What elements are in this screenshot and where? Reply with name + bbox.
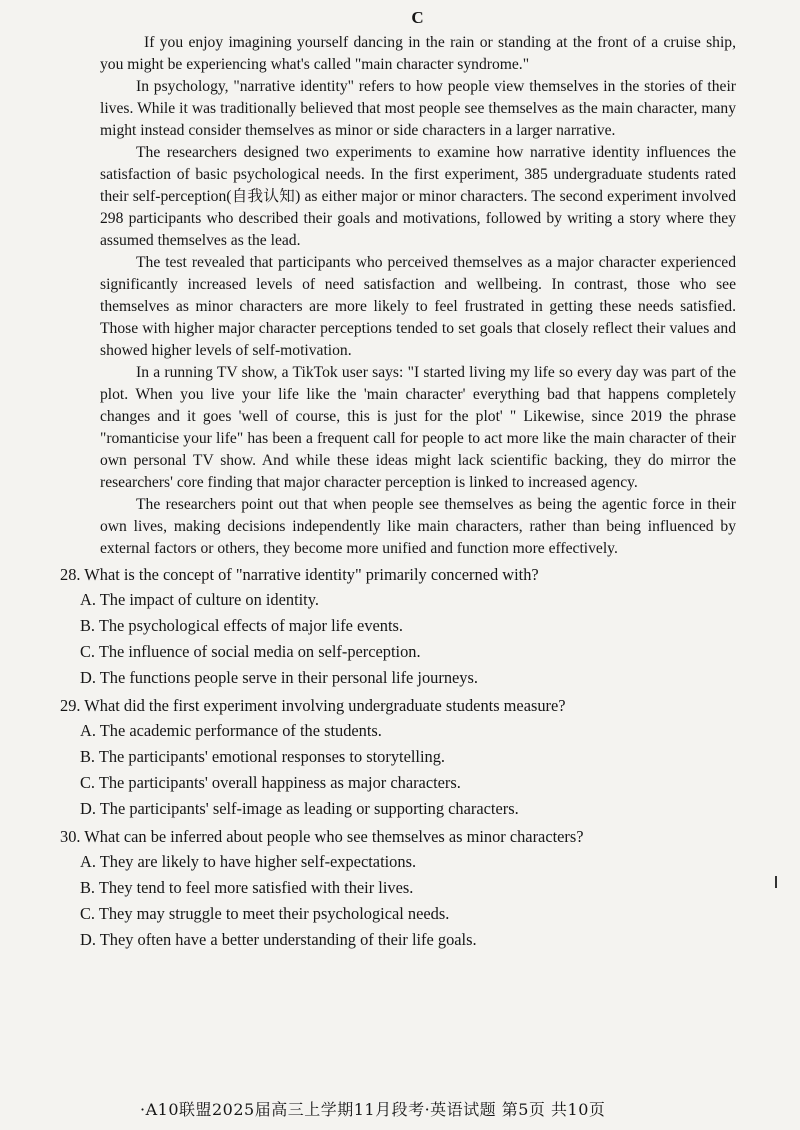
option-a: A. The academic performance of the students. [80,721,382,740]
option-d: D. The participants' self-image as leading or supporting characters. [80,799,519,818]
question-stem: 29. What did the first experiment involving undergraduate students measure? [60,696,566,715]
passage-paragraph-5: In a running TV show, a TikTok user says: "I started living my life so every day was part of the plot. When you live your life like the 'main character' everything bad that happens completely changes and it goes 'well of course, this is just for the plot' " Likewise, since 2019 the phrase "romanticise your life" has been a frequent call for people to act more like the main character of their own personal TV show. And while these ideas might lack scientific backing, they do mirror the researchers' core finding that major character perception is linked to increased agency. [100,364,736,491]
option-a: A. They are likely to have higher self-expectations. [80,852,417,871]
passage-paragraph-1: If you enjoy imagining yourself dancing in the rain or standing at the front of a cruise ship, you might be experiencing what's called "main character syndrome." [100,34,736,73]
option-c: C. The participants' overall happiness as major characters. [80,773,461,792]
passage-paragraph-4: The test revealed that participants who perceived themselves as a major character experienced significantly increased levels of need satisfaction and wellbeing. In contrast, those who see themselves as minor characters are more likely to feel frustrated in getting these needs satisfied. Those with higher major character perceptions tended to set goals that closely reflect their values and showed higher levels of self-motivation. [100,254,736,359]
option-c: C. The influence of social media on self-perception. [80,642,421,661]
section-heading: C [411,8,425,27]
passage-paragraph-3: The researchers designed two experiments to examine how narrative identity influences the satisfaction of basic psychological needs. In the first experiment, 385 undergraduate students rated their self-perception(自我认知) as either major or minor characters. The second experiment involved 298 participants who described their goals and motivations, followed by writing a story where they assumed themselves as the lead. [100,144,736,249]
option-b: B. The psychological effects of major life events. [80,616,404,635]
passage-paragraph-2: In psychology, "narrative identity" refers to how people view themselves in the stories of their lives. While it was traditionally believed that most people see themselves as the main character, many might instead consider themselves as minor or side characters in a larger narrative. [100,78,736,139]
option-d: D. The functions people serve in their personal life journeys. [80,668,478,687]
option-b: B. The participants' emotional responses to storytelling. [80,747,446,766]
question-28 [60,562,736,691]
question-30 [60,824,736,953]
option-a: A. The impact of culture on identity. [80,590,319,609]
option-d: D. They often have a better understanding of their life goals. [80,930,477,949]
margin-mark [775,876,777,888]
passage-paragraph-6: The researchers point out that when people see themselves as being the agentic force in their own lives, making decisions independently like main characters, rather than being influenced by external factors or others, they become more unified and function more effectively. [100,496,736,557]
option-c: C. They may struggle to meet their psychological needs. [80,904,450,923]
question-stem: 30. What can be inferred about people who see themselves as minor characters? [60,827,584,846]
question-stem: 28. What is the concept of "narrative identity" primarily concerned with? [60,565,539,584]
option-b: B. They tend to feel more satisfied with their lives. [80,878,414,897]
question-29 [60,693,736,822]
reading-passage [100,32,736,560]
page-footer: ·A10联盟2025届高三上学期11月段考·英语试题 第5页 共10页 [140,1100,606,1119]
